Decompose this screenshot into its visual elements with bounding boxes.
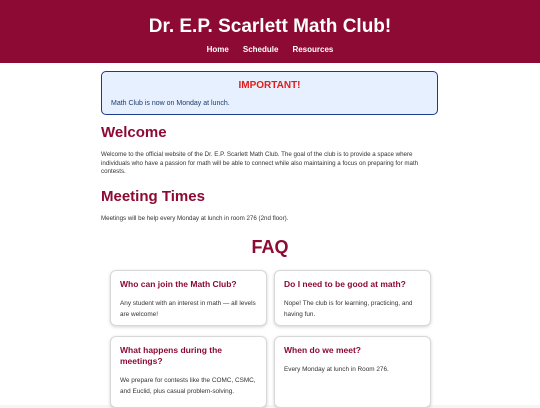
notice-text: Math Club is now on Monday at lunch.: [111, 100, 230, 107]
faq-question: Who can join the Math Club?: [120, 279, 237, 289]
main-nav: [0, 44, 540, 56]
meeting-section: [101, 188, 438, 224]
faq-answer: We prepare for contests like the COMC, CSMC, and Euclid, plus casual problem-solving.: [120, 377, 256, 395]
meeting-text: Meetings will be help every Monday at lunch in room 276 (2nd floor).: [101, 215, 289, 222]
faq-heading: FAQ: [251, 237, 289, 257]
site-header: [0, 0, 540, 63]
nav-home-link[interactable]: Home: [206, 45, 229, 54]
meeting-heading: Meeting Times: [101, 188, 205, 205]
site-title: Dr. E.P. Scarlett Math Club!: [148, 16, 392, 37]
main-content: [0, 63, 540, 405]
faq-question: What happens during the meetings?: [120, 345, 222, 366]
faq-answer: Every Monday at lunch in Room 276.: [284, 366, 389, 373]
faq-answer: Any student with an interest in math — all levels are welcome!: [120, 300, 256, 318]
welcome-text: Welcome to the official website of the Dr. E.P. Scarlett Math Club. The goal of the club is to provide a space where individuals who have a passion for math will be able to connect while also maintaining a focus on preparing for math contests.: [101, 151, 419, 175]
welcome-heading: Welcome: [101, 124, 167, 141]
faq-question: When do we meet?: [284, 345, 361, 355]
nav-resources-link[interactable]: Resources: [292, 45, 334, 54]
faq-answer: Nope! The club is for learning, practicing, and having fun.: [284, 300, 413, 318]
important-notice: [101, 71, 438, 115]
faq-question: Do I need to be good at math?: [284, 279, 406, 289]
faq-card: [110, 336, 267, 408]
welcome-section: [101, 124, 438, 177]
faq-card: [274, 336, 431, 408]
notice-title: IMPORTANT!: [238, 80, 301, 91]
nav-schedule-link[interactable]: Schedule: [242, 45, 279, 54]
faq-card: [274, 270, 431, 326]
faq-card: [110, 270, 267, 326]
